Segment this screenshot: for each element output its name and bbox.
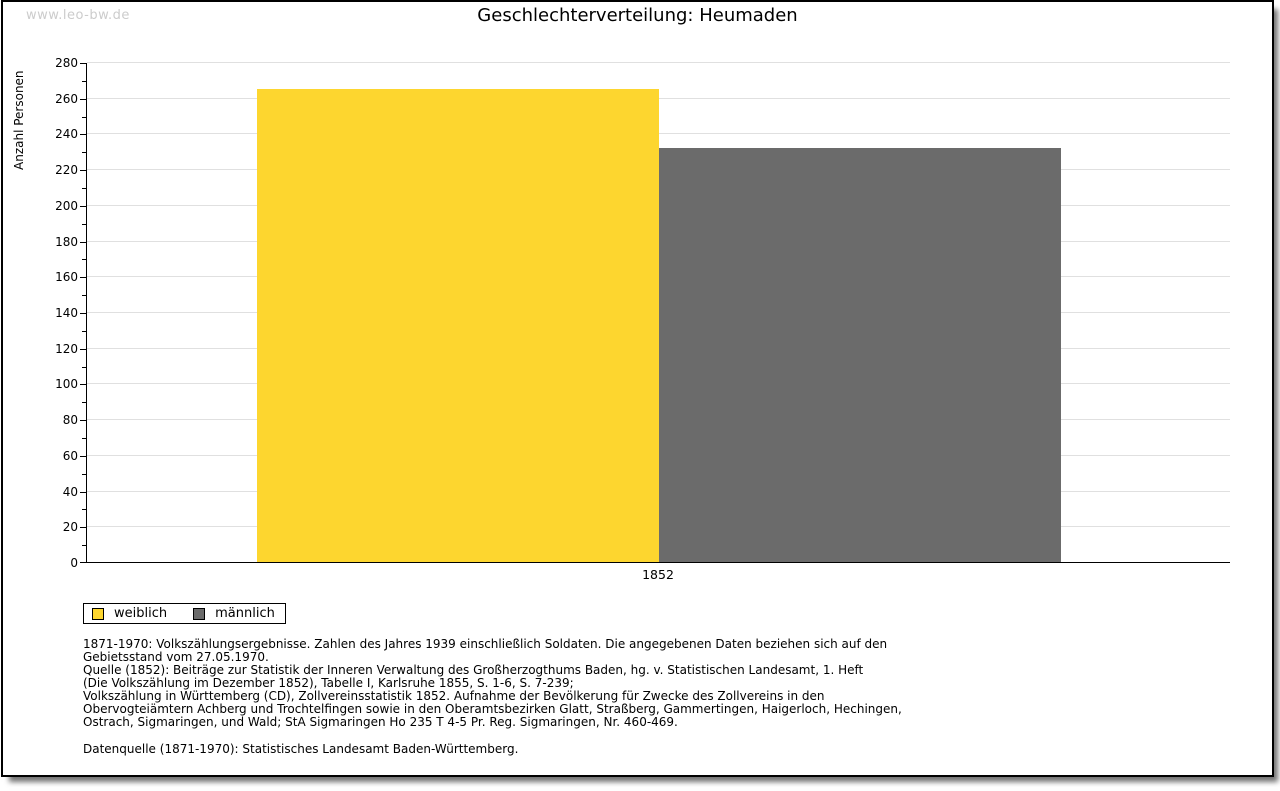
legend-swatch-männlich: [193, 608, 205, 620]
footer-line: Obervogteiämtern Achberg und Trochtelfingen sowie in den Oberamtsbezirken Glatt, Straßberg, Gammertingen, Haigerloch, Hechingen,: [83, 702, 902, 716]
footer-notes: [83, 638, 902, 729]
y-major-tick: [80, 384, 86, 385]
y-minor-tick: [82, 331, 86, 332]
y-minor-tick: [82, 81, 86, 82]
y-major-tick: [80, 99, 86, 100]
y-major-tick: [80, 456, 86, 457]
chart-window: [1, 0, 1274, 777]
y-major-tick: [80, 492, 86, 493]
legend: [83, 603, 286, 624]
y-tick-label: 160: [55, 270, 78, 285]
y-major-tick: [80, 349, 86, 350]
y-major-tick: [80, 562, 86, 563]
footer-line: Ostrach, Sigmaringen, und Wald; StA Sigmaringen Ho 235 T 4-5 Pr. Reg. Sigmaringen, Nr. 460-469.: [83, 715, 678, 729]
y-tick-label: 0: [70, 556, 78, 570]
y-tick-label: 140: [55, 306, 78, 320]
y-minor-tick: [82, 402, 86, 403]
x-axis-tick-label: 1852: [642, 567, 674, 582]
bar-männlich: [659, 148, 1061, 562]
y-minor-tick: [82, 188, 86, 189]
y-tick-label: 120: [55, 341, 78, 356]
y-major-tick: [80, 134, 86, 135]
y-tick-label: 100: [55, 377, 78, 392]
y-minor-tick: [82, 545, 86, 546]
chart-title: Geschlechterverteilung: Heumaden: [477, 5, 798, 26]
y-major-tick: [80, 63, 86, 64]
y-tick-label: 200: [55, 198, 78, 213]
legend-item-weiblich: [92, 606, 167, 621]
y-minor-tick: [82, 367, 86, 368]
y-minor-tick: [82, 117, 86, 118]
y-major-tick: [80, 527, 86, 528]
footer-line: Volkszählung in Württemberg (CD), Zollvereinsstatistik 1852. Aufnahme der Bevölkerung für Zwecke des Zollvereins in den: [83, 689, 825, 703]
y-minor-tick: [82, 474, 86, 475]
y-tick-label: 80: [62, 413, 78, 428]
y-major-tick: [80, 420, 86, 421]
y-minor-tick: [82, 152, 86, 153]
y-major-tick: [80, 170, 86, 171]
y-minor-tick: [82, 509, 86, 510]
y-major-tick: [80, 277, 86, 278]
y-major-tick: [80, 242, 86, 243]
y-axis-label: Anzahl Personen: [12, 70, 26, 170]
footer-line: Gebietsstand vom 27.05.1970.: [83, 650, 269, 664]
legend-swatch-weiblich: [92, 608, 104, 620]
y-tick-label: 180: [55, 234, 78, 249]
legend-label: männlich: [215, 606, 275, 621]
y-minor-tick: [82, 438, 86, 439]
y-minor-tick: [82, 259, 86, 260]
y-tick-label: 260: [55, 91, 78, 106]
y-tick-label: 240: [55, 127, 78, 142]
footer-line: 1871-1970: Volkszählungsergebnisse. Zahlen des Jahres 1939 einschließlich Soldaten. Die angegebenen Daten beziehen sich auf den: [83, 637, 888, 651]
y-tick-label: 40: [62, 484, 78, 499]
y-tick-label: 20: [62, 520, 78, 535]
legend-label: weiblich: [114, 606, 168, 621]
y-major-tick: [80, 313, 86, 314]
datasource-note: Datenquelle (1871-1970): Statistisches Landesamt Baden-Württemberg.: [83, 742, 519, 756]
y-minor-tick: [82, 295, 86, 296]
gridline: [87, 62, 1230, 63]
plot-area: [55, 56, 1230, 570]
footer-line: Quelle (1852): Beiträge zur Statistik der Inneren Verwaltung des Großherzogthums Baden, hg. v. Statistischen Landesamt, 1. Heft: [83, 663, 864, 677]
legend-item-männlich: [193, 606, 275, 621]
bar-weiblich: [257, 89, 659, 562]
y-tick-label: 280: [55, 56, 78, 70]
y-major-tick: [80, 206, 86, 207]
y-tick-label: 60: [62, 448, 78, 463]
y-minor-tick: [82, 224, 86, 225]
watermark-logo: www.leo-bw.de: [26, 8, 130, 23]
y-tick-label: 220: [55, 163, 78, 178]
footer-line: (Die Volkszählung im Dezember 1852), Tabelle I, Karlsruhe 1855, S. 1-6, S. 7-239;: [83, 676, 574, 690]
